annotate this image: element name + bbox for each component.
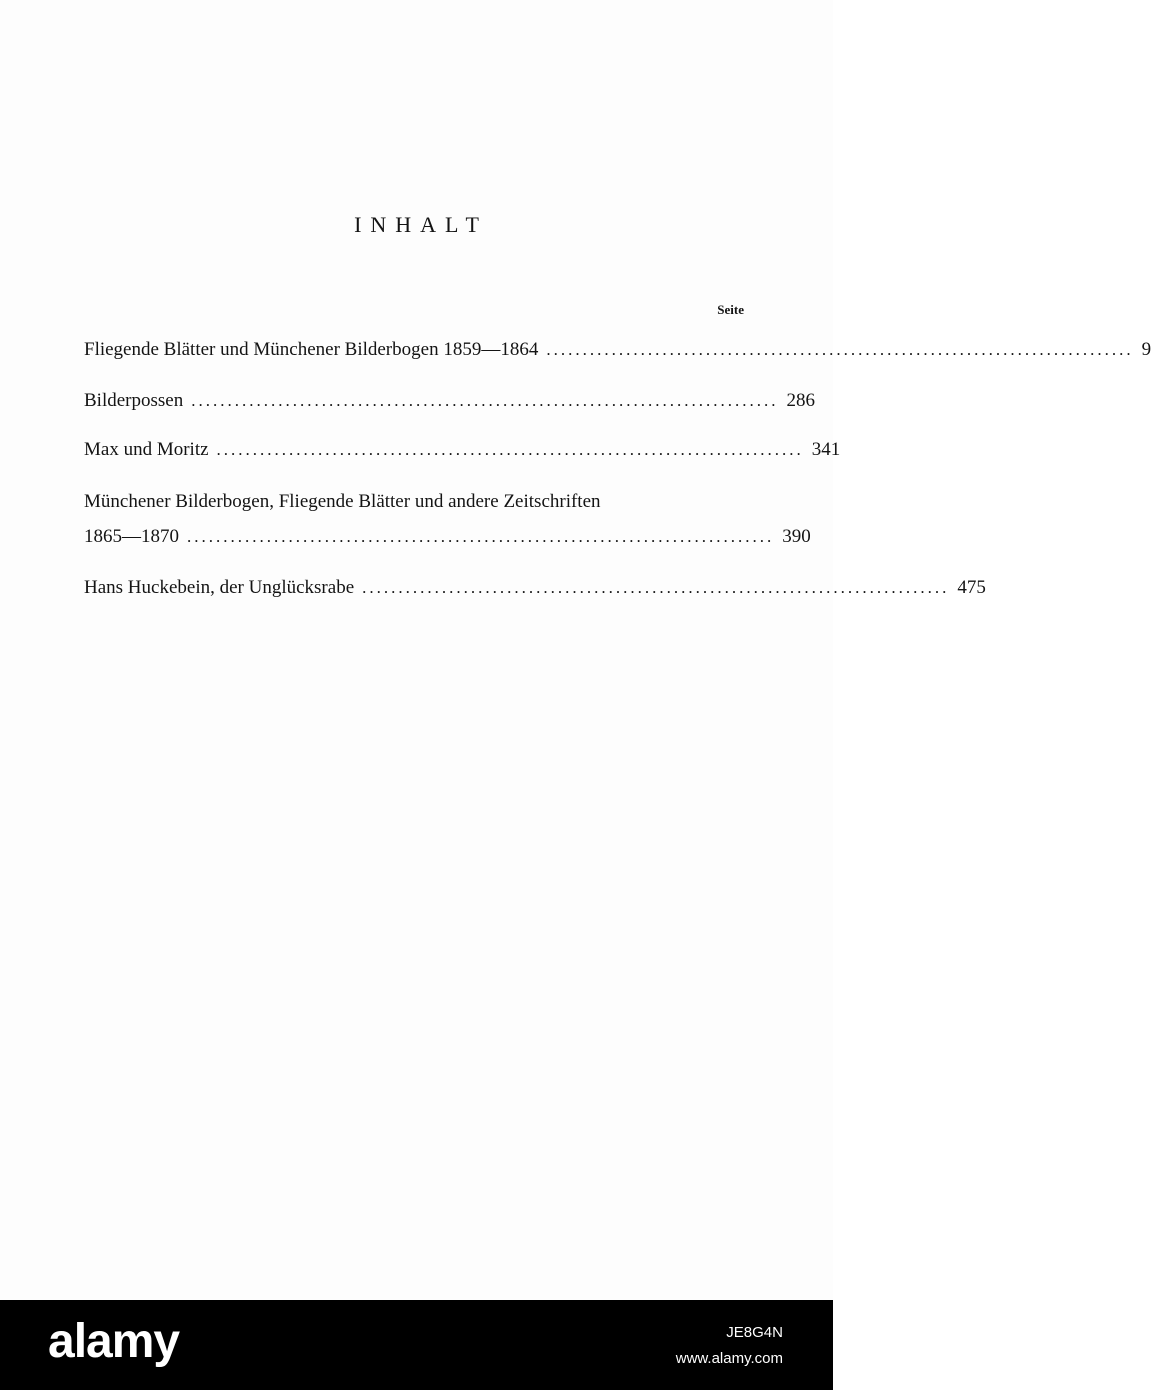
toc-entry-title: Max und Moritz <box>84 439 209 460</box>
toc-leader-dots: ................................................................................. <box>216 440 804 459</box>
toc-entry-page: 475 <box>957 577 986 598</box>
toc-entry-page: 9 <box>1141 339 1151 360</box>
image-id: JE8G4N <box>726 1324 783 1341</box>
page-title: INHALT <box>354 212 488 237</box>
toc-entry-title-line1: Münchener Bilderbogen, Fliegende Blätter und andere Zeitschriften <box>84 491 601 512</box>
toc-leader-dots: ................................................................................. <box>362 578 950 597</box>
toc-entry-title-line2: 1865—1870 <box>84 526 179 547</box>
toc-leader-dots: ................................................................................. <box>187 527 775 546</box>
toc-entry-page: 390 <box>782 526 811 547</box>
toc-entry <box>84 436 841 464</box>
table-of-contents <box>84 336 1151 602</box>
toc-entry <box>84 523 811 551</box>
page-column-header: Seite <box>717 302 744 317</box>
site-url: www.alamy.com <box>675 1350 783 1367</box>
toc-entry-page: 341 <box>811 439 841 460</box>
toc-entry-title: Fliegende Blätter und Münchener Bilderbogen 1859—1864 <box>84 339 539 360</box>
toc-entry-title: Hans Huckebein, der Unglücksrabe <box>84 577 355 598</box>
watermark-footer <box>0 1300 833 1390</box>
toc-entry <box>84 387 815 415</box>
toc-leader-dots: ................................................................................. <box>191 391 779 410</box>
toc-entry-page: 286 <box>786 390 815 411</box>
toc-entry <box>84 336 1151 364</box>
toc-leader-dots: ................................................................................. <box>546 340 1134 359</box>
alamy-logo: alamy <box>48 1315 180 1368</box>
toc-entry-title: Bilderpossen <box>84 390 184 411</box>
toc-entry <box>84 574 986 602</box>
